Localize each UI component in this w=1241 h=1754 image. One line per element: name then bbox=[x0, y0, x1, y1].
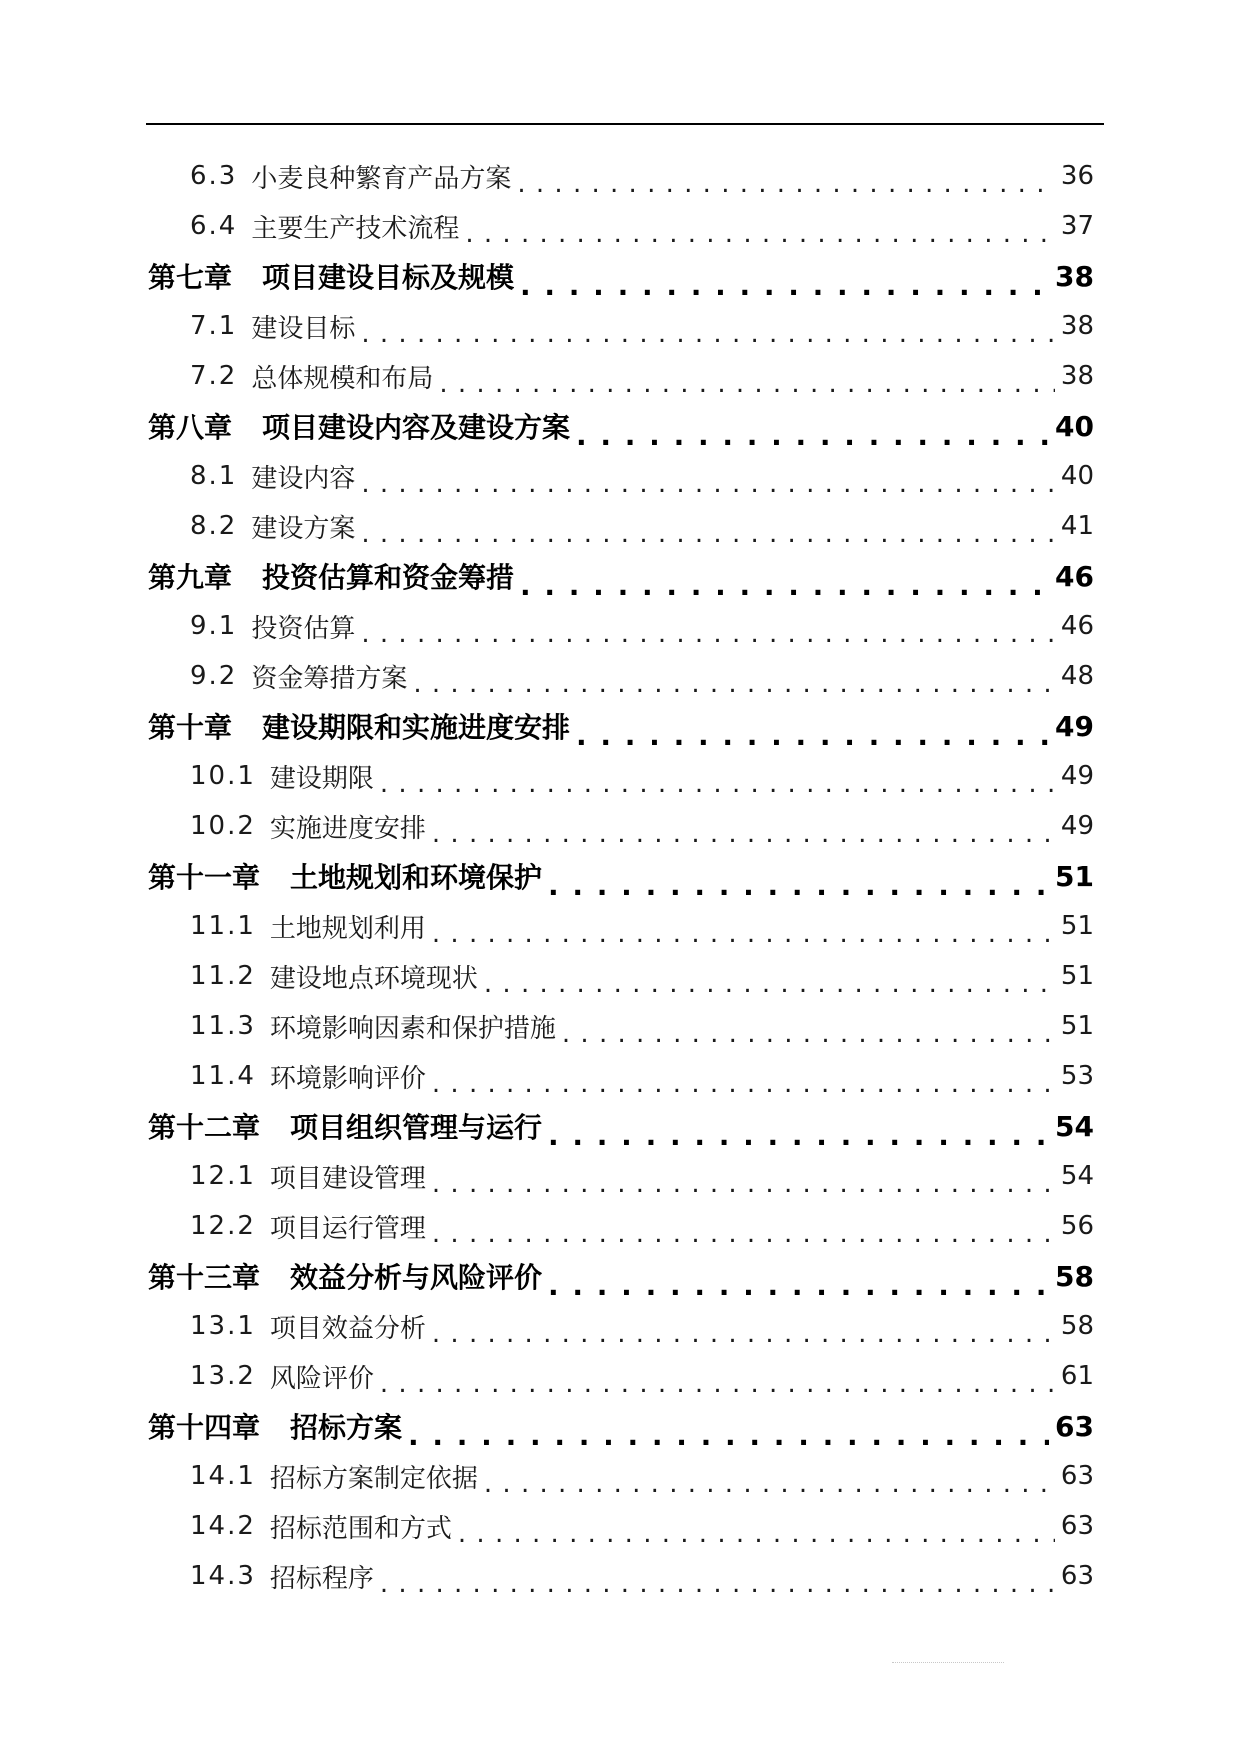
section-title: 建设方案 bbox=[251, 513, 356, 544]
dot-leader bbox=[465, 219, 1055, 245]
page-number: 49 bbox=[1060, 761, 1094, 791]
dot-leader bbox=[361, 519, 1055, 545]
section-number: 13.2 bbox=[190, 1361, 256, 1391]
page-number: 49 bbox=[1055, 709, 1094, 743]
section-number: 8.1 bbox=[190, 461, 238, 491]
section-number: 14.1 bbox=[190, 1461, 256, 1491]
chapter-number: 第十二章 bbox=[148, 1111, 261, 1144]
dot-leader bbox=[380, 1569, 1055, 1595]
section-number: 7.1 bbox=[190, 311, 238, 341]
dot-leader bbox=[432, 1169, 1055, 1195]
section-title: 投资估算 bbox=[251, 613, 356, 644]
toc-chapter-entry[interactable] bbox=[148, 1256, 1094, 1296]
dot-leader bbox=[432, 819, 1055, 845]
dot-leader bbox=[413, 669, 1055, 695]
section-number: 6.4 bbox=[190, 211, 238, 241]
toc-section-entry[interactable] bbox=[190, 1006, 1094, 1046]
page-number: 41 bbox=[1060, 511, 1094, 541]
dot-leader bbox=[439, 369, 1055, 395]
section-title: 项目建设管理 bbox=[269, 1163, 426, 1194]
toc-chapter-entry[interactable] bbox=[148, 406, 1094, 446]
page-number: 61 bbox=[1060, 1361, 1094, 1391]
toc-section-entry[interactable] bbox=[190, 656, 1094, 696]
page-number: 53 bbox=[1060, 1061, 1094, 1091]
chapter-title: 项目建设目标及规模 bbox=[262, 261, 515, 294]
dot-leader bbox=[432, 1069, 1055, 1095]
chapter-number: 第九章 bbox=[148, 561, 233, 594]
page-number: 63 bbox=[1060, 1511, 1094, 1541]
toc-section-entry[interactable] bbox=[190, 1506, 1094, 1546]
chapter-title: 土地规划和环境保护 bbox=[290, 861, 543, 894]
dot-leader bbox=[562, 1019, 1055, 1045]
section-number: 11.3 bbox=[190, 1011, 256, 1041]
toc-section-entry[interactable] bbox=[190, 456, 1094, 496]
dot-leader bbox=[458, 1519, 1055, 1545]
page-number: 58 bbox=[1060, 1311, 1094, 1341]
dot-leader bbox=[576, 719, 1049, 745]
page-number: 48 bbox=[1060, 661, 1094, 691]
toc-chapter-entry[interactable] bbox=[148, 706, 1094, 746]
chapter-title: 项目组织管理与运行 bbox=[290, 1111, 543, 1144]
dot-leader bbox=[380, 769, 1055, 795]
dot-leader bbox=[520, 269, 1049, 295]
page-number: 40 bbox=[1060, 461, 1094, 491]
chapter-title: 建设期限和实施进度安排 bbox=[262, 711, 571, 744]
chapter-title: 效益分析与风险评价 bbox=[290, 1261, 543, 1294]
toc-section-entry[interactable] bbox=[190, 306, 1094, 346]
dot-leader bbox=[432, 1219, 1055, 1245]
section-title: 建设地点环境现状 bbox=[269, 963, 478, 994]
page-number: 63 bbox=[1060, 1461, 1094, 1491]
section-title: 总体规模和布局 bbox=[251, 363, 434, 394]
section-title: 项目运行管理 bbox=[269, 1213, 426, 1244]
dot-leader bbox=[548, 869, 1049, 895]
page-number: 36 bbox=[1060, 161, 1094, 191]
section-title: 小麦良种繁育产品方案 bbox=[251, 163, 512, 194]
dot-leader bbox=[408, 1419, 1049, 1445]
toc-chapter-entry[interactable] bbox=[148, 1406, 1094, 1446]
page-number: 51 bbox=[1055, 859, 1094, 893]
section-title: 项目效益分析 bbox=[269, 1313, 426, 1344]
page-number: 54 bbox=[1055, 1109, 1094, 1143]
page-number: 54 bbox=[1060, 1161, 1094, 1191]
toc-section-entry[interactable] bbox=[190, 356, 1094, 396]
page-number: 51 bbox=[1060, 1011, 1094, 1041]
toc-section-entry[interactable] bbox=[190, 806, 1094, 846]
dot-leader bbox=[548, 1119, 1049, 1145]
page-number: 56 bbox=[1060, 1211, 1094, 1241]
section-number: 10.2 bbox=[190, 811, 256, 841]
chapter-title: 招标方案 bbox=[290, 1411, 403, 1444]
section-number: 12.2 bbox=[190, 1211, 256, 1241]
section-number: 14.2 bbox=[190, 1511, 256, 1541]
toc-section-entry[interactable] bbox=[190, 906, 1094, 946]
toc-section-entry[interactable] bbox=[190, 956, 1094, 996]
toc-chapter-entry[interactable] bbox=[148, 856, 1094, 896]
dot-leader bbox=[361, 469, 1055, 495]
page-number: 38 bbox=[1060, 361, 1094, 391]
section-number: 9.1 bbox=[190, 611, 238, 641]
section-title: 风险评价 bbox=[269, 1363, 374, 1394]
toc-section-entry[interactable] bbox=[190, 156, 1094, 196]
section-title: 招标方案制定依据 bbox=[269, 1463, 478, 1494]
section-number: 11.1 bbox=[190, 911, 256, 941]
header-rule bbox=[146, 123, 1104, 125]
chapter-number: 第七章 bbox=[148, 261, 233, 294]
section-title: 建设目标 bbox=[251, 313, 356, 344]
section-number: 12.1 bbox=[190, 1161, 256, 1191]
dot-leader bbox=[432, 1319, 1055, 1345]
page-number: 46 bbox=[1055, 559, 1094, 593]
chapter-number: 第十三章 bbox=[148, 1261, 261, 1294]
toc-section-entry[interactable] bbox=[190, 1356, 1094, 1396]
section-title: 环境影响因素和保护措施 bbox=[269, 1013, 556, 1044]
page-number: 51 bbox=[1060, 911, 1094, 941]
dot-leader bbox=[484, 1469, 1055, 1495]
section-title: 资金筹措方案 bbox=[251, 663, 408, 694]
toc-section-entry[interactable] bbox=[190, 206, 1094, 246]
section-title: 招标程序 bbox=[269, 1563, 374, 1594]
section-number: 7.2 bbox=[190, 361, 238, 391]
section-title: 实施进度安排 bbox=[269, 813, 426, 844]
dot-leader bbox=[484, 969, 1055, 995]
toc-section-entry[interactable] bbox=[190, 606, 1094, 646]
section-title: 环境影响评价 bbox=[269, 1063, 426, 1094]
chapter-number: 第十一章 bbox=[148, 861, 261, 894]
section-number: 9.2 bbox=[190, 661, 238, 691]
dot-leader bbox=[520, 569, 1049, 595]
toc-section-entry[interactable] bbox=[190, 1306, 1094, 1346]
page-number: 58 bbox=[1055, 1259, 1094, 1293]
section-title: 土地规划利用 bbox=[269, 913, 426, 944]
dot-leader bbox=[361, 619, 1055, 645]
section-title: 主要生产技术流程 bbox=[251, 213, 460, 244]
dot-leader bbox=[548, 1269, 1049, 1295]
dot-leader bbox=[361, 319, 1055, 345]
section-number: 13.1 bbox=[190, 1311, 256, 1341]
dot-leader bbox=[380, 1369, 1055, 1395]
footer-watermark bbox=[892, 1662, 1004, 1663]
section-number: 10.1 bbox=[190, 761, 256, 791]
page-number: 38 bbox=[1060, 311, 1094, 341]
page-number: 63 bbox=[1055, 1409, 1094, 1443]
toc-section-entry[interactable] bbox=[190, 756, 1094, 796]
page-number: 37 bbox=[1060, 211, 1094, 241]
section-number: 6.3 bbox=[190, 161, 238, 191]
chapter-number: 第十四章 bbox=[148, 1411, 261, 1444]
section-number: 11.2 bbox=[190, 961, 256, 991]
toc-section-entry[interactable] bbox=[190, 506, 1094, 546]
dot-leader bbox=[576, 419, 1049, 445]
section-number: 11.4 bbox=[190, 1061, 256, 1091]
page-number: 51 bbox=[1060, 961, 1094, 991]
chapter-number: 第十章 bbox=[148, 711, 233, 744]
section-title: 招标范围和方式 bbox=[269, 1513, 452, 1544]
section-number: 8.2 bbox=[190, 511, 238, 541]
toc-section-entry[interactable] bbox=[190, 1456, 1094, 1496]
toc-section-entry[interactable] bbox=[190, 1056, 1094, 1096]
page-number: 46 bbox=[1060, 611, 1094, 641]
toc-section-entry[interactable] bbox=[190, 1156, 1094, 1196]
section-number: 14.3 bbox=[190, 1561, 256, 1591]
page-number: 40 bbox=[1055, 409, 1094, 443]
page-number: 49 bbox=[1060, 811, 1094, 841]
toc-section-entry[interactable] bbox=[190, 1556, 1094, 1596]
dot-leader bbox=[432, 919, 1055, 945]
toc-chapter-entry[interactable] bbox=[148, 1106, 1094, 1146]
chapter-title: 项目建设内容及建设方案 bbox=[262, 411, 571, 444]
page-number: 63 bbox=[1060, 1561, 1094, 1591]
chapter-title: 投资估算和资金筹措 bbox=[262, 561, 515, 594]
section-title: 建设内容 bbox=[251, 463, 356, 494]
toc-chapter-entry[interactable] bbox=[148, 556, 1094, 596]
dot-leader bbox=[517, 169, 1055, 195]
toc-section-entry[interactable] bbox=[190, 1206, 1094, 1246]
toc-chapter-entry[interactable] bbox=[148, 256, 1094, 296]
section-title: 建设期限 bbox=[269, 763, 374, 794]
page-number: 38 bbox=[1055, 259, 1094, 293]
chapter-number: 第八章 bbox=[148, 411, 233, 444]
